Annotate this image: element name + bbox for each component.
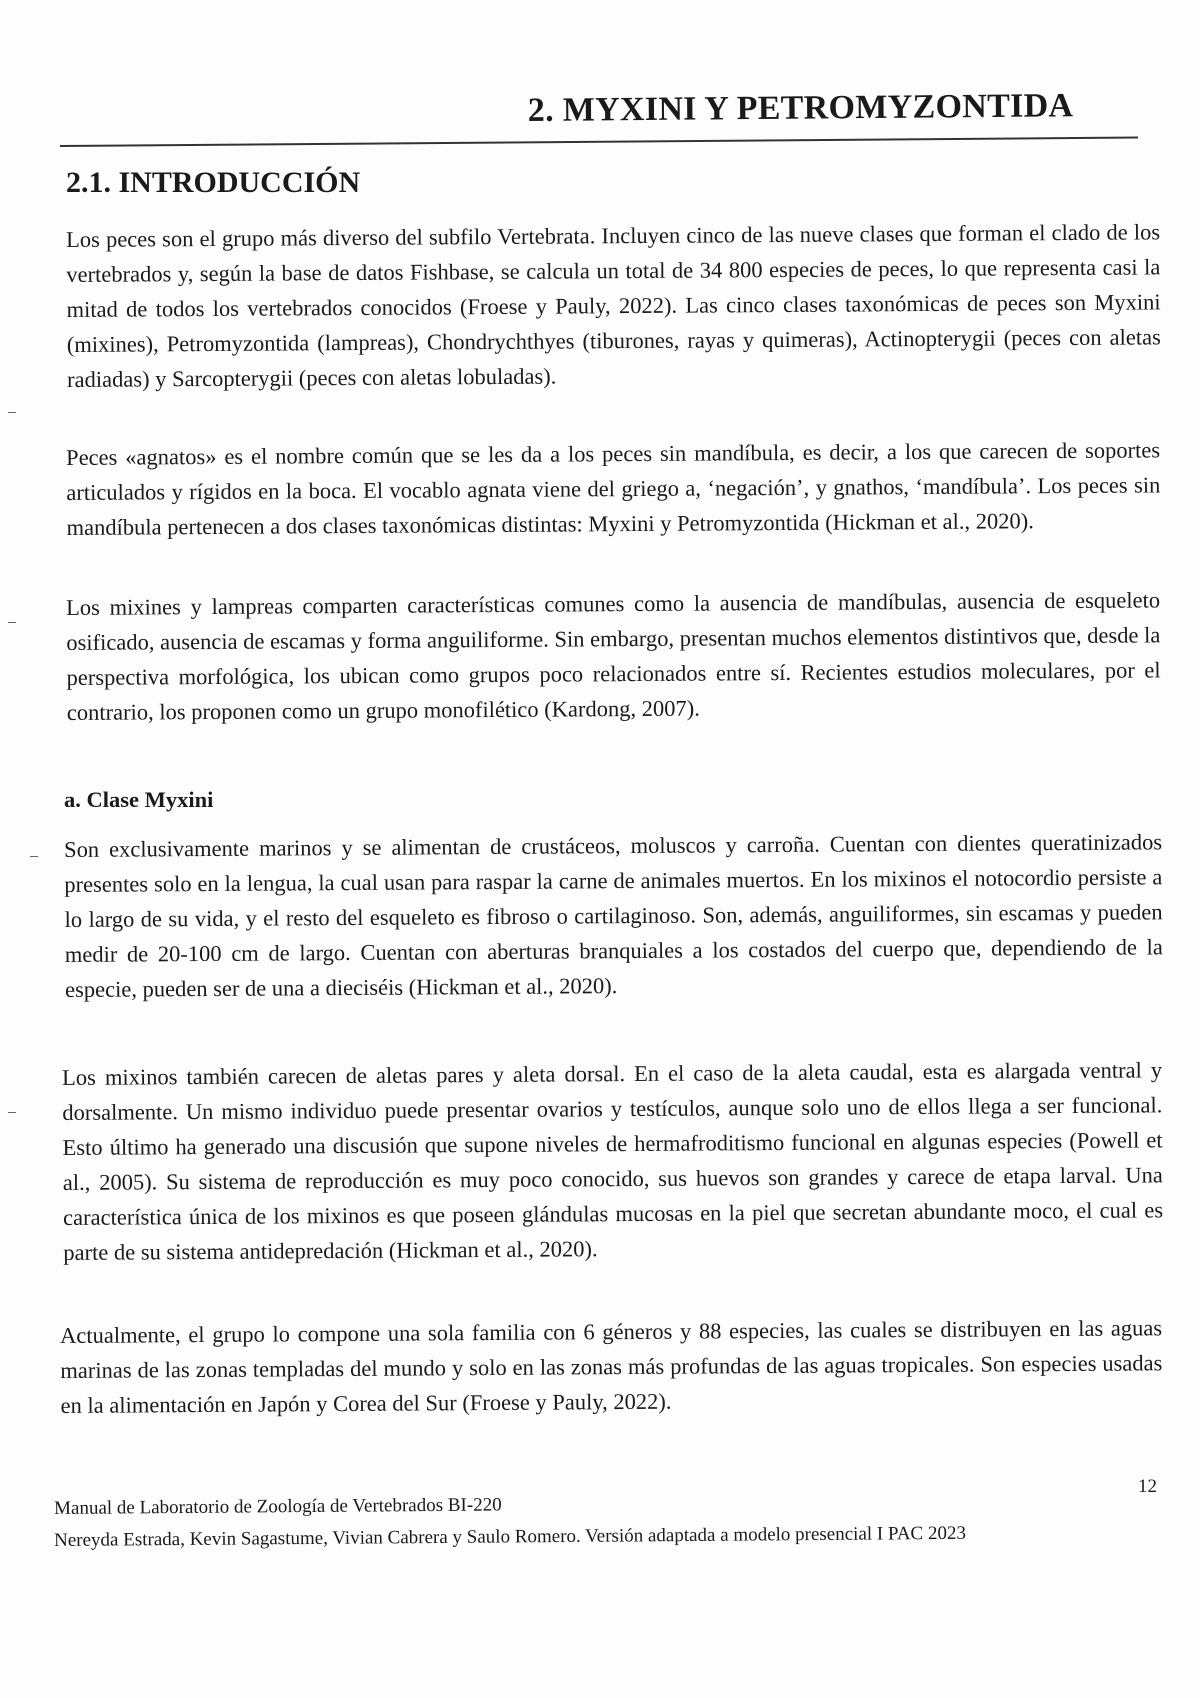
footer-authors: Nereyda Estrada, Kevin Sagastume, Vivian Cabrera y Saulo Romero. Versión adaptada a modelo presencial I PAC 2023 (54, 1522, 967, 1551)
margin-mark (8, 1112, 16, 1113)
margin-mark (30, 856, 38, 857)
subheading-clase-myxini: a. Clase Myxini (64, 787, 214, 812)
chapter-title: 2. MYXINI Y PETROMYZONTIDA (527, 87, 1074, 130)
footer-manual-title: Manual de Laboratorio de Zoología de Vertebrados BI-220 (54, 1494, 502, 1519)
chapter-divider (60, 137, 1138, 147)
margin-mark (8, 622, 16, 623)
section-title: 2.1. INTRODUCCIÓN (66, 166, 361, 199)
myxini-paragraph-3: Actualmente, el grupo lo compone una sola familia con 6 géneros y 88 especies, las cuales se distribuyen en las aguas marinas de las zonas templadas del mundo y solo en las zonas más profundas de las aguas tropicales. Son especies usadas en la alimentación en Japón y Corea del Sur (Froese y Pauly, 2022). (60, 1315, 1163, 1418)
myxini-paragraph-1: Son exclusivamente marinos y se alimentan de crustáceos, moluscos y carroña. Cuentan con dientes queratinizados presentes solo en la lengua, la cual usan para raspar la carne de animales muertos. En los mixinos el notocordio persiste a lo largo de su vida, y el resto del esqueleto es fibroso o cartilaginoso. Son, además, anguiliformes, sin escamas y pueden medir de 20-100 cm de largo. Cuentan con aberturas branquiales a los costados del cuerpo que, dependiendo de la especie, pueden ser de una a dieciséis (Hickman et al., 2020). (64, 829, 1163, 1002)
intro-paragraph-3: Los mixines y lampreas comparten características comunes como la ausencia de mandíbulas, ausencia de esqueleto osificado, ausencia de escamas y forma anguiliforme. Sin embargo, presentan muchos elementos distintivos que, desde la perspectiva morfológica, los ubican como grupos poco relacionados entre sí. Recientes estudios moleculares, por el contrario, los proponen como un grupo monofilético (Kardong, 2007). (66, 587, 1161, 725)
margin-mark (8, 412, 16, 413)
page-number: 12 (1138, 1476, 1157, 1497)
intro-paragraph-1: Los peces son el grupo más diverso del subfilo Vertebrata. Incluyen cinco de las nueve clases que forman el clado de los vertebrados y, según la base de datos Fishbase, se calcula un total de 34 800 especies de peces, lo que representa casi la mitad de todos los vertebrados conocidos (Froese y Pauly, 2022). Las cinco clases taxonómicas de peces son Myxini (mixines), Petromyzontida (lampreas), Chondrychthyes (tiburones, rayas y quimeras), Actinopterygii (peces con aletas radiadas) y Sarcopterygii (peces con aletas lobuladas). (66, 219, 1161, 392)
intro-paragraph-2: Peces «agnatos» es el nombre común que se les da a los peces sin mandíbula, es decir, a los que carecen de soportes articulados y rígidos en la boca. El vocablo agnata viene del griego a, ‘negación’, y gnathos, ‘mandíbula’. Los peces sin mandíbula pertenecen a dos clases taxonómicas distintas: Myxini y Petromyzontida (Hickman et al., 2020). (66, 437, 1161, 540)
myxini-paragraph-2: Los mixinos también carecen de aletas pares y aleta dorsal. En el caso de la aleta caudal, esta es alargada ventral y dorsalmente. Un mismo individuo puede presentar ovarios y testículos, aunque solo uno de ellos llega a ser funcional. Esto último ha generado una discusión que supone niveles de hermafroditismo funcional en algunas especies (Powell et al., 2005). Su sistema de reproducción es muy poco conocido, sus huevos son grandes y carece de etapa larval. Una característica única de los mixinos es que poseen glándulas mucosas en la piel que secretan abundante moco, el cual es parte de su sistema antidepredación (Hickman et al., 2020). (62, 1057, 1164, 1265)
